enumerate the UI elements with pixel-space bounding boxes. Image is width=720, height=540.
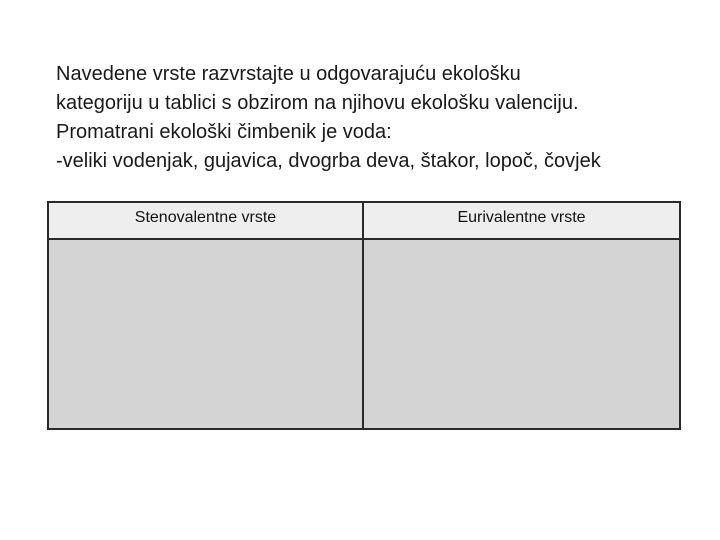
instruction-line: kategoriju u tablici s obzirom na njihovu ekološku valenciju.: [56, 92, 579, 114]
table-header-row: [48, 202, 680, 239]
column-header-stenovalent: Stenovalentne vrste: [48, 202, 363, 239]
instruction-line: Promatrani ekološki čimbenik je voda:: [56, 121, 392, 143]
column-header-eurivalent: Eurivalentne vrste: [363, 202, 680, 239]
instructions-text: [56, 60, 696, 176]
instruction-line: Navedene vrste razvrstajte u odgovarajuću ekološku: [56, 63, 521, 85]
species-list: -veliki vodenjak, gujavica, dvogrba deva, štakor, lopoč, čovjek: [56, 150, 601, 172]
classification-table: [47, 201, 681, 430]
table-cell-stenovalent[interactable]: [48, 239, 363, 429]
table-cell-eurivalent[interactable]: [363, 239, 680, 429]
table-row: [48, 239, 680, 429]
